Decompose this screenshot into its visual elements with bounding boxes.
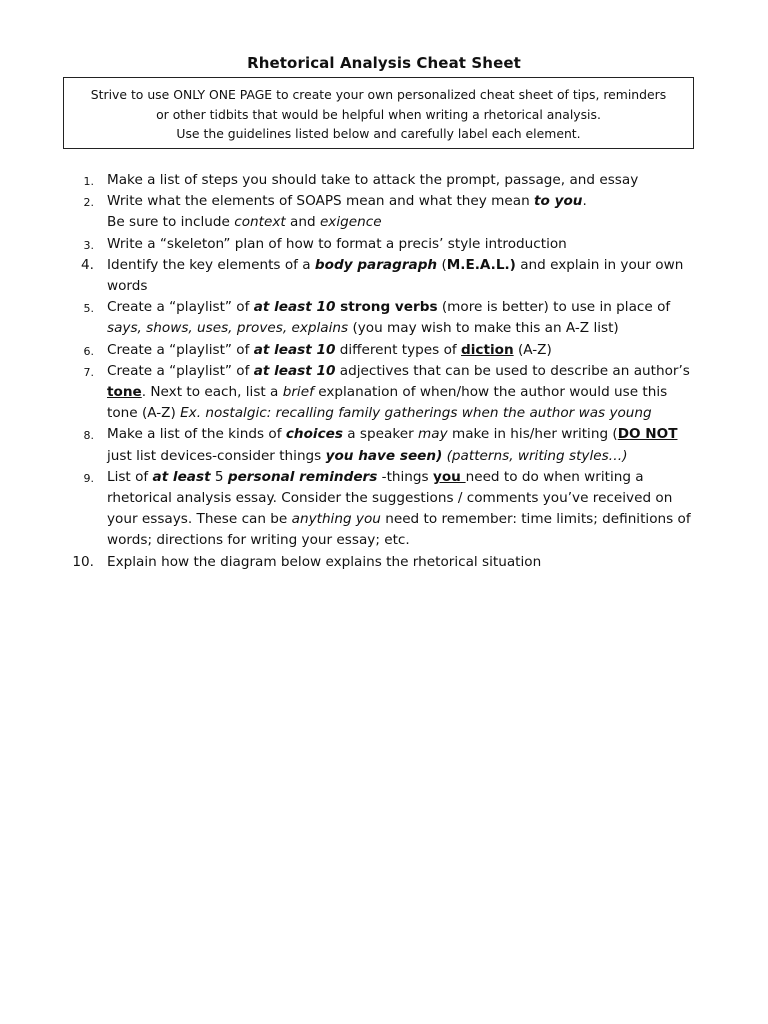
list-item-text: explanation of when/how the author would use this tone (A-Z) (107, 384, 668, 422)
list-item-text: ( (437, 256, 447, 273)
list-item (0, 340, 697, 361)
instructions-line: Strive to use ONLY ONE PAGE to create your own personalized cheat sheet of tips, reminders (90, 87, 667, 102)
list-item-text: (more is better) to use in place of (437, 299, 671, 316)
list-item-text: Create a “playlist” of (107, 362, 254, 379)
list-item-text: diction (461, 341, 514, 358)
list-item-text: exigence (319, 214, 382, 231)
list-item-text: at least (152, 468, 211, 485)
list-item-number: 10. (72, 553, 94, 570)
list-item-number: 8. (83, 429, 94, 443)
list-item (0, 424, 697, 466)
list-item-text: Identify the key elements of a (107, 256, 315, 273)
list-item-text: (A-Z) (513, 341, 552, 358)
page-title: Rhetorical Analysis Cheat Sheet (247, 54, 521, 72)
list-item-text: anything you (291, 511, 381, 528)
list-item-number: 7. (83, 365, 94, 379)
list-item-text: List of (107, 468, 153, 485)
list-item-text: Create a “playlist” of (107, 299, 254, 316)
list-item-text: brief (282, 384, 314, 401)
list-item-text: Write a “skeleton” plan of how to format a precis’ style introduction (107, 235, 567, 252)
list-item (0, 467, 697, 552)
list-item-text: . Next to each, list a (141, 384, 283, 401)
list-item-number: 5. (83, 302, 94, 316)
list-item (0, 255, 697, 297)
list-item-text: Be sure to include (107, 214, 235, 231)
list-item-text: need to remember: time limits; definitions of words; directions for writing your essay; etc. (107, 511, 691, 549)
list-item-text: and (285, 214, 320, 231)
list-item-text: strong verbs (335, 299, 438, 316)
list-item-text: (patterns, writing styles…) (446, 447, 628, 464)
list-item-number: 1. (83, 175, 94, 188)
list-item-text: and explain in your own words (107, 256, 684, 295)
list-item-text: tone (107, 384, 142, 401)
list-item-text: different types of (335, 341, 461, 358)
list-item-text: Write what the elements of SOAPS mean and what they mean (107, 193, 535, 210)
list-item-text: you have seen) (325, 447, 443, 464)
list-item-text: to you (534, 193, 583, 210)
list-item (0, 552, 697, 573)
list-item-text: adjectives that can be used to describe an author’s (335, 362, 690, 379)
list-item-text: choices (285, 426, 343, 443)
list-item-text: need to do when writing a rhetorical analysis essay. Consider the suggestions / comments you’ve received on your essays. These can be (107, 468, 673, 528)
list-item (0, 170, 697, 191)
list-item-number: 4. (81, 256, 94, 273)
list-item-text: Make a list of steps you should take to attack the prompt, passage, and essay (107, 172, 639, 188)
list-item-text: Ex. nostalgic: recalling family gatherings when the author was young (180, 405, 652, 422)
list-item-text: at least 10 (253, 362, 336, 379)
list-item-text: at least 10 (253, 299, 336, 316)
list-item-text: a speaker (342, 426, 418, 443)
list-item-text: 5 (210, 468, 228, 485)
list-item-text: (you may wish to make this an A-Z list) (348, 320, 619, 337)
list-item-text: may (418, 426, 448, 443)
list-item (0, 234, 697, 255)
list-item-text: you (432, 468, 466, 485)
list-item-text: personal reminders (227, 468, 378, 485)
list-item-text: Explain how the diagram below explains the rhetorical situation (107, 553, 542, 570)
list-item-text: says, shows, uses, proves, explains (107, 320, 349, 337)
list-item-text: M.E.A.L.) (446, 256, 516, 273)
list-item-text: just list devices-consider things (107, 447, 326, 464)
list-item-number: 9. (83, 471, 94, 485)
list-item-text: body paragraph (314, 256, 438, 273)
list-item-text: DO NOT (617, 426, 678, 443)
list-item (0, 361, 697, 425)
list-item (0, 297, 697, 339)
list-item-number: 6. (83, 344, 94, 358)
instructions-line: Use the guidelines listed below and carefully label each element. (176, 126, 581, 141)
list-item-number: 3. (83, 238, 94, 252)
list-item-text: make in his/her writing ( (447, 426, 618, 443)
list-item-text: Make a list of the kinds of (107, 426, 286, 443)
list-item-text: context (234, 214, 286, 231)
list-item-text: . (582, 193, 587, 210)
list-item-text: Create a “playlist” of (107, 341, 254, 358)
instructions-line: or other tidbits that would be helpful when writing a rhetorical analysis. (156, 106, 601, 122)
list-item-number: 2. (83, 196, 94, 210)
guideline-list (0, 170, 768, 573)
list-item (0, 191, 697, 233)
instructions-box (63, 77, 694, 149)
list-item-text: at least 10 (253, 341, 336, 358)
list-item-text: -things (377, 468, 433, 485)
